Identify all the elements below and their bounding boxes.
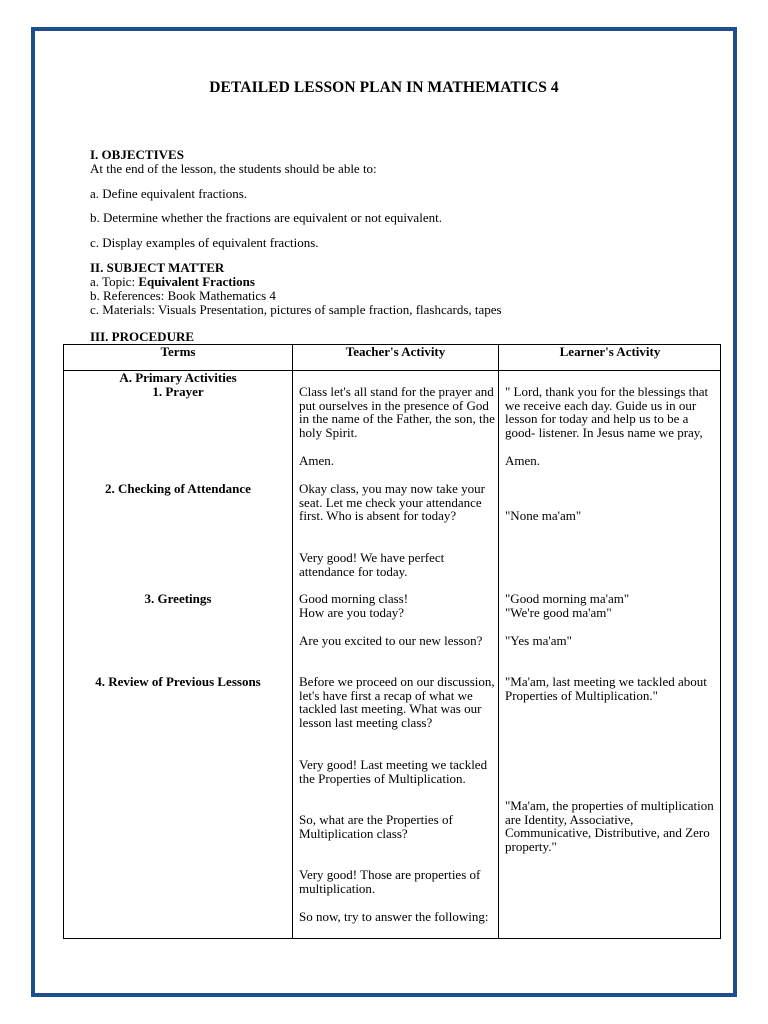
topic-value: Equivalent Fractions — [138, 274, 255, 289]
materials-line: c. Materials: Visuals Presentation, pictures of sample fraction, flashcards, tapes — [90, 302, 502, 317]
teacher-try-answer: So now, try to answer the following: — [299, 909, 489, 924]
references-line: b. References: Book Mathematics 4 — [90, 288, 276, 303]
learner-yes: "Yes ma'am" — [505, 633, 572, 648]
term-review-previous: 4. Review of Previous Lessons — [95, 674, 261, 689]
teacher-perfect-attendance: Very good! We have perfect attendance for today. — [299, 550, 445, 579]
teacher-what-properties: So, what are the Properties of Multiplication class? — [299, 812, 453, 841]
term-checking-attendance: 2. Checking of Attendance — [105, 481, 251, 496]
topic-label: a. Topic: — [90, 274, 139, 289]
objective-item: a. Define equivalent fractions. — [90, 186, 248, 201]
teacher-excited: Are you excited to our new lesson? — [299, 633, 483, 648]
teacher-how-are-you: How are you today? — [299, 605, 405, 620]
column-divider — [292, 345, 293, 938]
procedure-heading: III. PROCEDURE — [90, 329, 195, 344]
objective-item: c. Display examples of equivalent fractions. — [90, 235, 319, 250]
learner-good-morning: "Good morning ma'am" — [505, 591, 630, 606]
teacher-greeting: Good morning class! — [299, 591, 409, 606]
learner-last-meeting: "Ma'am, last meeting we tackled about Properties of Multiplication." — [505, 674, 707, 703]
objectives-intro: At the end of the lesson, the students should be able to: — [90, 161, 377, 176]
teacher-amen: Amen. — [299, 453, 335, 468]
column-header-learner: Learner's Activity — [559, 344, 661, 359]
learner-amen: Amen. — [505, 453, 541, 468]
term-primary-activities: A. Primary Activities 1. Prayer — [119, 370, 237, 399]
objective-item: b. Determine whether the fractions are equivalent or not equivalent. — [90, 210, 442, 225]
procedure-table — [63, 344, 721, 939]
column-header-teacher: Teacher's Activity — [345, 344, 446, 359]
teacher-last-meeting: Very good! Last meeting we tackled the Properties of Multiplication. — [299, 757, 488, 786]
teacher-attendance: Okay class, you may now take your seat. Let me check your attendance first. Who is absent for today? — [299, 481, 485, 524]
objectives-heading: I. OBJECTIVES — [90, 147, 184, 162]
column-header-terms: Terms — [160, 344, 196, 359]
subject-matter-heading: II. SUBJECT MATTER — [90, 260, 225, 275]
learner-prayer: " Lord, thank you for the blessings that we receive each day. Guide us in our lesson for today and help us to be a good- listener. In Jesus name we pray, — [505, 384, 709, 440]
teacher-those-are: Very good! Those are properties of multiplication. — [299, 867, 481, 896]
teacher-prayer: Class let's all stand for the prayer and put ourselves in the presence of God in the name of the Father, the son, the holy Spirit. — [299, 384, 495, 440]
topic-line — [90, 275, 255, 289]
learner-properties: "Ma'am, the properties of multiplication are Identity, Associative, Communicative, Distributive, and Zero property." — [505, 798, 714, 854]
teacher-recap: Before we proceed on our discussion, let's have first a recap of what we tackled last meeting. What was our lesson last meeting class? — [299, 674, 495, 730]
page-title: DETAILED LESSON PLAN IN MATHEMATICS 4 — [209, 79, 559, 96]
learner-were-good: "We're good ma'am" — [505, 605, 612, 620]
learner-none: "None ma'am" — [505, 508, 582, 523]
term-greetings: 3. Greetings — [144, 591, 212, 606]
